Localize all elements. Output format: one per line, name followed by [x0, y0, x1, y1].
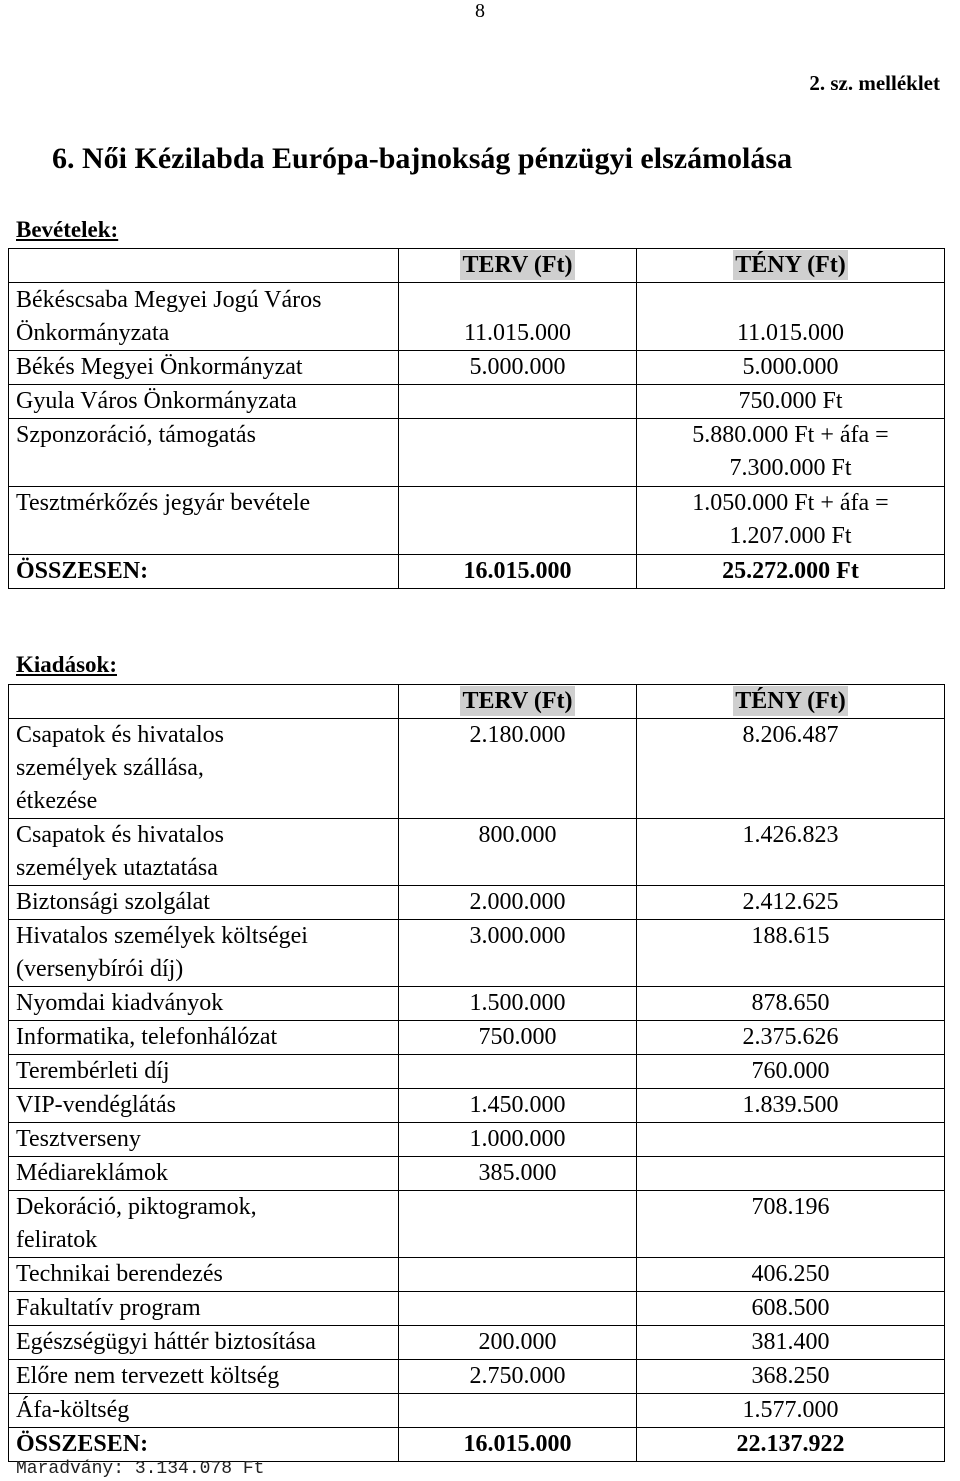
expense-row [9, 920, 945, 987]
expense-plan: 2.180.000 [399, 719, 637, 819]
expense-actual: 1.839.500 [637, 1089, 945, 1123]
expense-label: Nyomdai kiadványok [9, 987, 399, 1021]
expense-row [9, 1360, 945, 1394]
income-label: Békéscsaba Megyei Jogú Város Önkormányzata [9, 283, 399, 351]
expense-plan [399, 1292, 637, 1326]
expense-label: Csapatok és hivatalos személyek szállása, étkezése [9, 719, 399, 819]
income-table [8, 248, 945, 589]
income-actual: 750.000 Ft [637, 385, 945, 419]
expense-row [9, 1258, 945, 1292]
expenses-col-actual [637, 685, 945, 719]
income-col-actual-label: TÉNY (Ft) [735, 252, 846, 278]
income-col-plan-label: TERV (Ft) [462, 252, 573, 278]
income-row [9, 487, 945, 555]
expense-row [9, 1326, 945, 1360]
expense-actual: 8.206.487 [637, 719, 945, 819]
income-heading: Bevételek: [16, 217, 119, 242]
income-total-actual: 25.272.000 Ft [637, 555, 945, 589]
expenses-total-plan: 16.015.000 [399, 1428, 637, 1462]
expense-label: VIP-vendéglátás [9, 1089, 399, 1123]
expenses-heading: Kiadások: [16, 652, 117, 677]
expense-label: Terembérleti díj [9, 1055, 399, 1089]
income-actual: 5.880.000 Ft + áfa = 7.300.000 Ft [637, 419, 945, 487]
income-label: Gyula Város Önkormányzata [9, 385, 399, 419]
expense-actual: 406.250 [637, 1258, 945, 1292]
expense-plan: 2.750.000 [399, 1360, 637, 1394]
expenses-col-plan-label: TERV (Ft) [462, 688, 573, 714]
income-row [9, 385, 945, 419]
expense-label: Informatika, telefonhálózat [9, 1021, 399, 1055]
expense-actual: 1.577.000 [637, 1394, 945, 1428]
expense-row [9, 1292, 945, 1326]
expense-plan: 2.000.000 [399, 886, 637, 920]
expense-actual: 878.650 [637, 987, 945, 1021]
expense-label: Előre nem tervezett költség [9, 1360, 399, 1394]
income-plan [399, 385, 637, 419]
expense-plan: 3.000.000 [399, 920, 637, 987]
income-row [9, 283, 945, 351]
income-row [9, 351, 945, 385]
income-plan: 11.015.000 [399, 283, 637, 351]
expense-actual: 188.615 [637, 920, 945, 987]
income-plan [399, 419, 637, 487]
income-col-plan [399, 249, 637, 283]
expense-row [9, 1089, 945, 1123]
expense-actual: 760.000 [637, 1055, 945, 1089]
income-col-actual [637, 249, 945, 283]
expense-plan: 1.450.000 [399, 1089, 637, 1123]
income-total-plan: 16.015.000 [399, 555, 637, 589]
expenses-header-row [9, 685, 945, 719]
income-header-row [9, 249, 945, 283]
expense-label: Tesztverseny [9, 1123, 399, 1157]
expense-label: Fakultatív program [9, 1292, 399, 1326]
expense-plan [399, 1258, 637, 1292]
expense-label: Biztonsági szolgálat [9, 886, 399, 920]
income-plan: 5.000.000 [399, 351, 637, 385]
expense-plan: 1.500.000 [399, 987, 637, 1021]
income-label: Tesztmérkőzés jegyár bevétele [9, 487, 399, 555]
expense-row [9, 1191, 945, 1258]
expense-label: Hivatalos személyek költségei (versenybírói díj) [9, 920, 399, 987]
expenses-col-actual-label: TÉNY (Ft) [735, 688, 846, 714]
expense-label: Technikai berendezés [9, 1258, 399, 1292]
expense-plan [399, 1055, 637, 1089]
income-row [9, 419, 945, 487]
page-number: 8 [475, 0, 485, 22]
expense-actual: 381.400 [637, 1326, 945, 1360]
expense-actual: 1.426.823 [637, 819, 945, 886]
expense-plan: 800.000 [399, 819, 637, 886]
remainder-note: Maradvány: 3.134.078 Ft [16, 1459, 265, 1479]
income-actual: 5.000.000 [637, 351, 945, 385]
expense-row [9, 1055, 945, 1089]
expense-actual: 608.500 [637, 1292, 945, 1326]
income-total-label: ÖSSZESEN: [9, 555, 399, 589]
expense-row [9, 886, 945, 920]
income-header-blank [9, 249, 399, 283]
expense-actual: 2.412.625 [637, 886, 945, 920]
expense-row [9, 1157, 945, 1191]
expense-plan: 200.000 [399, 1326, 637, 1360]
expense-label: Áfa-költség [9, 1394, 399, 1428]
expense-actual: 368.250 [637, 1360, 945, 1394]
expense-label: Médiareklámok [9, 1157, 399, 1191]
expense-plan: 750.000 [399, 1021, 637, 1055]
expense-label: Csapatok és hivatalos személyek utaztatása [9, 819, 399, 886]
income-label: Békés Megyei Önkormányzat [9, 351, 399, 385]
expense-row [9, 1394, 945, 1428]
expense-label: Dekoráció, piktogramok, feliratok [9, 1191, 399, 1258]
expense-label: Egészségügyi háttér biztosítása [9, 1326, 399, 1360]
income-actual: 11.015.000 [637, 283, 945, 351]
income-label: Szponzoráció, támogatás [9, 419, 399, 487]
expenses-total-label: ÖSSZESEN: [9, 1428, 399, 1462]
expense-actual [637, 1123, 945, 1157]
expense-row [9, 819, 945, 886]
expense-row [9, 719, 945, 819]
income-total-row [9, 555, 945, 589]
expenses-table [8, 684, 945, 1462]
expense-plan: 385.000 [399, 1157, 637, 1191]
annex-label: 2. sz. melléklet [809, 71, 940, 95]
expense-actual: 708.196 [637, 1191, 945, 1258]
expense-plan: 1.000.000 [399, 1123, 637, 1157]
expense-actual [637, 1157, 945, 1191]
expenses-total-row [9, 1428, 945, 1462]
income-plan [399, 487, 637, 555]
page-title: 6. Női Kézilabda Európa-bajnokság pénzügyi elszámolása [52, 142, 793, 175]
expense-row [9, 1021, 945, 1055]
expenses-total-actual: 22.137.922 [637, 1428, 945, 1462]
expense-row [9, 987, 945, 1021]
expense-actual: 2.375.626 [637, 1021, 945, 1055]
expenses-header-blank [9, 685, 399, 719]
expense-row [9, 1123, 945, 1157]
expense-plan [399, 1191, 637, 1258]
expense-plan [399, 1394, 637, 1428]
income-actual: 1.050.000 Ft + áfa = 1.207.000 Ft [637, 487, 945, 555]
expenses-col-plan [399, 685, 637, 719]
